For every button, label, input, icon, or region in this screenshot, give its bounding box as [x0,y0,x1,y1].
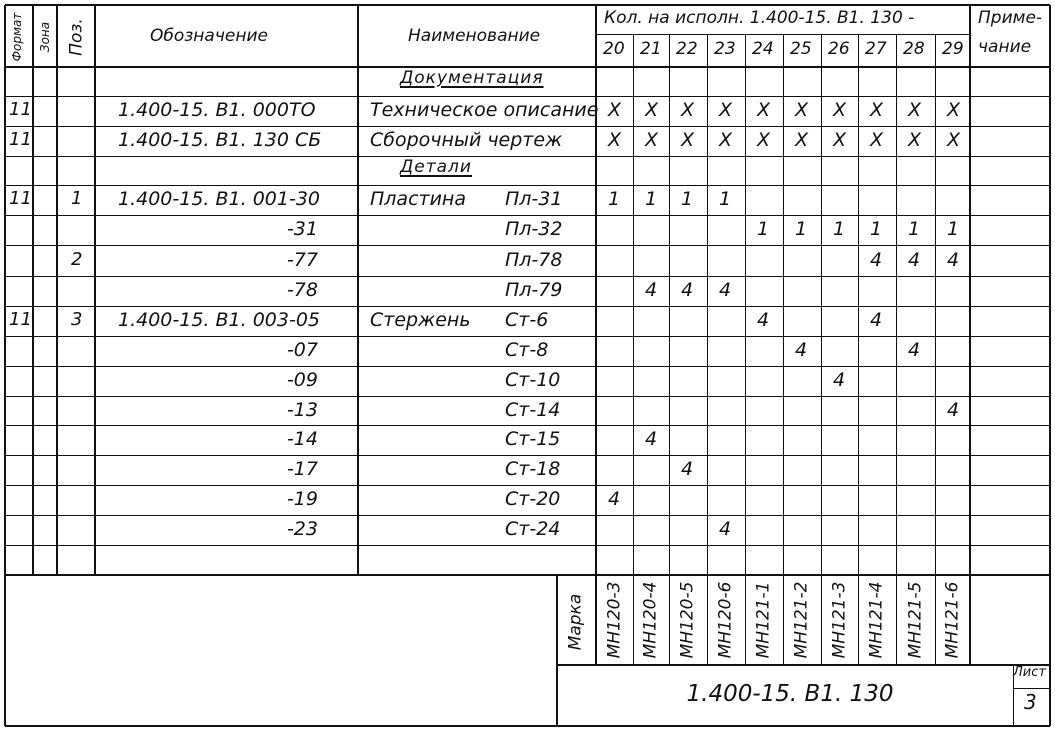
qty-cell: X [870,129,884,151]
row-name-variant: Ст-10 [505,369,561,391]
exec-col-header: 24 [752,39,774,59]
row-line [5,366,1050,367]
marka-value: МН120-5 [677,581,698,659]
row-name-variant: Ст-14 [505,399,561,421]
header-name: Наименование [408,26,541,46]
row-name-variant: Ст-8 [505,339,549,361]
qty-cell: 4 [757,309,770,331]
row-line [5,276,1050,277]
row-pos: 3 [71,309,83,330]
header-format: Формат [10,12,24,62]
qty-cell: X [947,129,961,151]
qty-cell: 4 [947,249,960,271]
qty-cell: X [757,129,771,151]
exec-col-header: 25 [790,39,812,59]
qty-cell: 1 [645,188,658,210]
row-name: Пластина [370,188,467,210]
qty-cell: 4 [719,279,732,301]
column-line [357,5,359,575]
row-format: 11 [9,188,32,209]
exec-col-header: 27 [865,39,887,59]
row-name-variant: Ст-20 [505,488,561,510]
row-line [5,156,1050,157]
row-line [5,126,1050,127]
qty-column-line [935,34,936,665]
exec-col-header: 28 [903,39,925,59]
qty-cell: 4 [681,279,694,301]
row-designation: -07 [286,339,318,361]
qty-column-line [783,34,784,665]
header-designation: Обозначение [150,26,268,46]
row-name: Техническое описание [370,99,599,121]
qty-column-line [745,34,746,665]
marka-top-line [5,574,1050,576]
row-pos: 2 [71,249,83,270]
qty-cell: X [608,129,622,151]
qty-cell: X [833,129,847,151]
qty-cell: 1 [757,218,770,240]
row-pos: 1 [71,188,83,209]
row-name-variant: Пл-31 [505,188,563,210]
section-title: Детали [400,157,472,177]
qty-column-line [633,34,634,665]
qty-cell: 1 [908,218,921,240]
qty-cell: 4 [645,428,658,450]
row-line [5,336,1050,337]
qty-cell: X [645,99,659,121]
row-designation: -13 [286,399,318,421]
row-name-variant: Пл-32 [505,218,563,240]
row-name: Стержень [370,309,471,331]
title-top-line [557,664,1050,666]
row-line [5,96,1050,97]
row-line [5,215,1050,216]
row-line [5,545,1050,546]
row-line [5,396,1050,397]
row-designation: 1.400-15. В1. 000ТО [118,99,316,121]
row-designation: -77 [286,249,318,271]
qty-cell: X [795,99,809,121]
frame-top [5,4,1050,6]
qty-cell: 4 [719,518,732,540]
marka-value: МН120-3 [604,581,624,659]
qty-cell: 1 [719,188,732,210]
row-name-variant: Пл-79 [505,279,563,301]
exec-col-header: 26 [828,39,850,59]
qty-column-line [821,34,822,665]
row-line [5,425,1050,426]
header-zone: Зона [38,21,52,53]
exec-col-header: 22 [676,39,698,59]
qty-cell: 4 [681,458,694,480]
frame-bottom [5,725,1050,727]
marka-value: МН121-3 [829,581,849,659]
qty-cell: 4 [870,309,883,331]
sheet-number: 3 [1024,690,1037,714]
qty-cell: 1 [795,218,808,240]
qty-column-line [896,34,897,665]
marka-value: МН121-4 [866,581,887,659]
qty-cell: 1 [681,188,694,210]
qty-cell: 4 [833,369,846,391]
row-designation: 1.400-15. В1. 130 СБ [118,129,322,151]
row-designation: -19 [286,488,318,510]
row-designation: 1.400-15. В1. 003-05 [118,309,321,331]
header-qty-title: Кол. на исполн. 1.400-15. В1. 130 - [604,8,915,28]
column-line [56,5,58,575]
row-line [5,185,1050,186]
row-format: 11 [9,129,32,150]
qty-cell: X [833,99,847,121]
qty-column-line [969,5,971,665]
marka-value: МН121-6 [942,581,962,659]
qty-cell: 4 [947,399,960,421]
exec-col-header: 29 [942,39,964,59]
row-designation: -09 [286,369,318,391]
qty-cell: X [608,99,622,121]
row-format: 11 [9,99,32,120]
exec-col-header: 20 [603,39,625,59]
header-note-line1: Приме- [978,8,1043,28]
row-designation: -14 [286,428,318,450]
row-designation: -78 [286,279,318,301]
column-line [32,5,34,575]
qty-cell: 4 [645,279,658,301]
section-title: Документация [400,68,544,88]
marka-value: МН121-1 [753,581,774,659]
qty-column-line [707,34,708,665]
qty-cell: X [908,99,922,121]
title-designation: 1.400-15. В1. 130 [686,681,894,707]
row-format: 11 [9,309,32,330]
exec-col-header: 21 [640,39,662,59]
qty-cell: X [645,129,659,151]
qty-cell: X [795,129,809,151]
marka-value: МН120-6 [715,581,736,659]
qty-cell: X [757,99,771,121]
qty-cell: X [719,129,733,151]
row-name-variant: Ст-6 [505,309,549,331]
marka-value: МН121-2 [791,581,812,659]
row-line [5,306,1050,307]
sheet-split [1013,688,1050,689]
row-line [5,455,1050,456]
qty-cell: X [681,129,695,151]
row-name-variant: Ст-24 [505,518,561,540]
qty-cell: 1 [608,188,621,210]
qty-cell: 4 [795,339,808,361]
marka-left-line [556,575,558,726]
qty-cell: 4 [870,249,883,271]
row-designation: -17 [286,458,318,480]
qty-cell: 1 [833,218,846,240]
row-name: Сборочный чертеж [370,129,563,151]
column-line [94,5,96,575]
row-designation: -31 [286,218,318,240]
row-name-variant: Пл-78 [505,249,563,271]
header-pos: Поз. [66,18,87,56]
qty-cell: 4 [908,249,921,271]
qty-column-line [858,34,859,665]
sheet-label: Лист [1013,665,1046,680]
qty-cell: X [908,129,922,151]
row-designation: -23 [286,518,318,540]
row-line [5,515,1050,516]
row-name-variant: Ст-15 [505,428,561,450]
marka-value: МН120-4 [640,581,661,659]
row-line [5,245,1050,246]
qty-column-line [669,34,670,665]
qty-cell: 1 [870,218,883,240]
marka-value: МН121-5 [905,581,925,659]
qty-cell: X [870,99,884,121]
marka-label: Марка [565,593,586,651]
qty-cell: 4 [908,339,921,361]
row-line [5,485,1050,486]
qty-cell: X [947,99,961,121]
qty-cell: X [681,99,695,121]
exec-col-header: 23 [714,39,736,59]
qty-cell: 1 [947,218,960,240]
qty-cell: X [719,99,733,121]
qty-cell: 4 [608,488,621,510]
row-designation: 1.400-15. В1. 001-30 [118,188,321,210]
header-note-line2: чание [978,37,1032,57]
row-name-variant: Ст-18 [505,458,561,480]
